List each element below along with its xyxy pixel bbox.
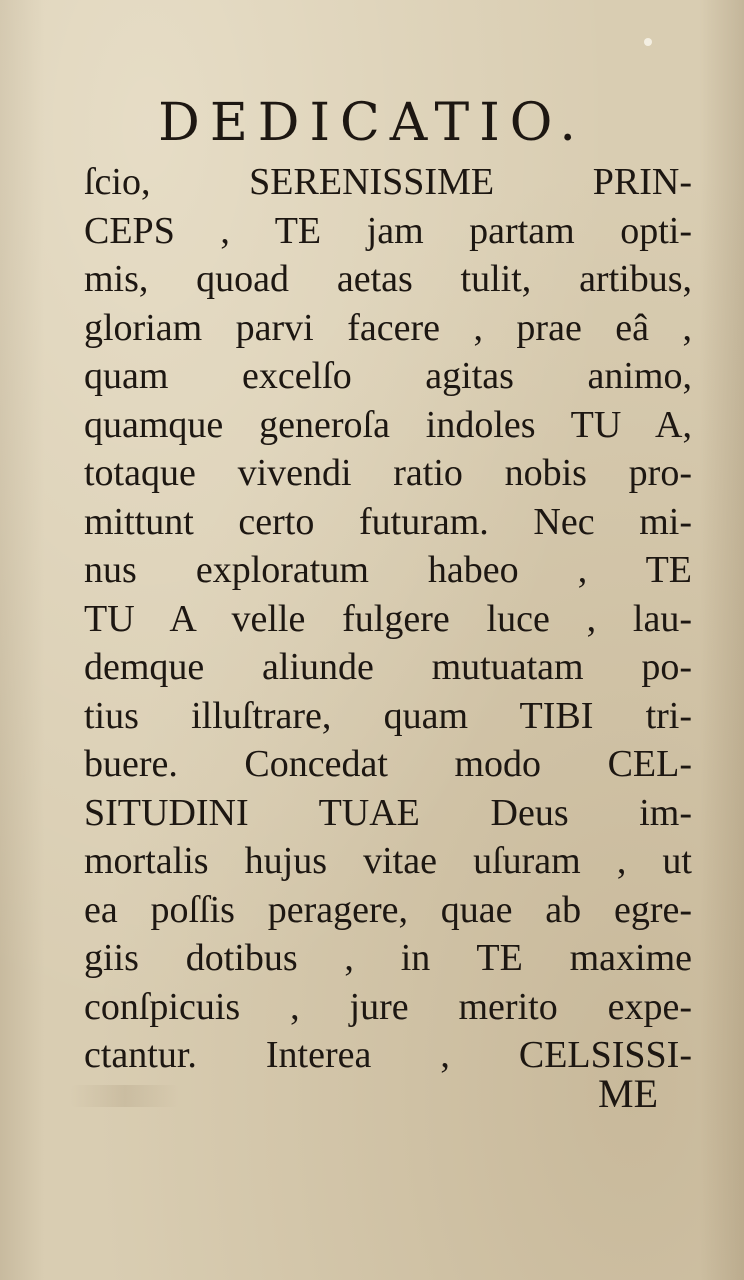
text-line: mittunt certo futuram. Nec mi-	[84, 500, 692, 543]
catchword: ME	[598, 1071, 658, 1116]
dedication-text	[84, 158, 692, 1080]
show-through-mark	[70, 1085, 180, 1107]
text-line: nus exploratum habeo , TE	[84, 549, 692, 591]
text-line: CEPS , TE jam partam opti-	[84, 209, 692, 252]
text-line: SITUDINI TUAE Deus im-	[84, 791, 692, 834]
text-line: ctantur. Interea , CELSISSI-	[84, 1034, 692, 1076]
page-heading: DEDICATIO.	[158, 93, 586, 153]
text-line: buere. Concedat modo CEL-	[84, 743, 692, 785]
text-line: totaque vivendi ratio nobis pro-	[84, 452, 692, 494]
text-line: ea poſſis peragere, quae ab egre-	[84, 888, 692, 931]
text-line: quam excelſo agitas animo,	[84, 355, 692, 397]
text-line: quamque generoſa indoles TU A,	[84, 403, 692, 446]
text-line: giis dotibus , in TE maxime	[84, 937, 692, 979]
paper-speck	[644, 38, 652, 46]
text-line: TU A velle fulgere luce , lau-	[84, 597, 692, 640]
text-line: ſcio, SERENISSIME PRIN-	[84, 161, 692, 203]
text-line: gloriam parvi facere , prae eâ ,	[84, 306, 692, 349]
text-line: tius illuſtrare, quam TIBI tri-	[84, 694, 692, 737]
text-line: demque aliunde mutuatam po-	[84, 646, 692, 688]
text-line: mortalis hujus vitae uſuram , ut	[84, 840, 692, 882]
text-line: conſpicuis , jure merito expe-	[84, 985, 692, 1028]
text-line: mis, quoad aetas tulit, artibus,	[84, 258, 692, 300]
